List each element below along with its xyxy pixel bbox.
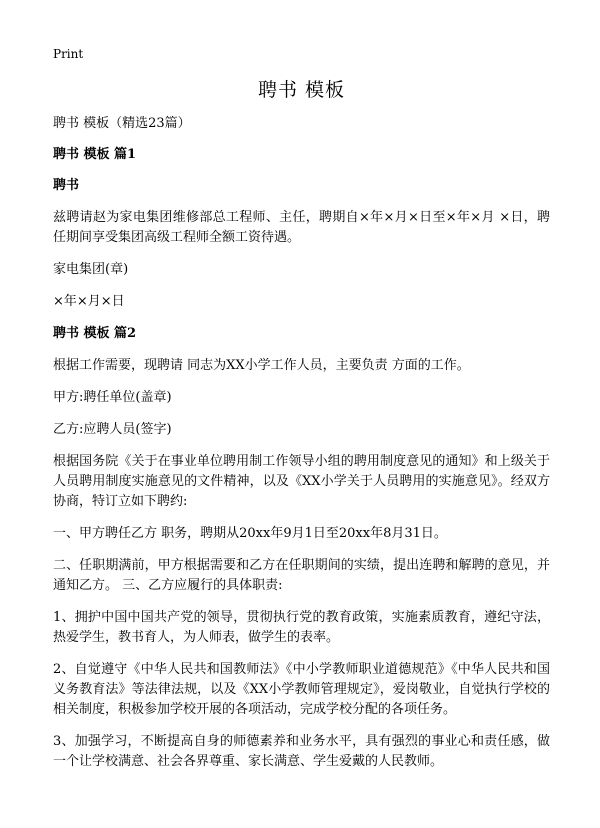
section1-body: 兹聘请赵为家电集团维修部总工程师、主任，聘期自×年×月×日至×年×月 ×日，聘任期间享受集团高级工程师全额工资待遇。	[53, 210, 550, 245]
page-title: 聘书 模板	[257, 79, 346, 101]
section2-duty1: 1、拥护中国中国共产党的领导，贯彻执行党的教育政策，实施素质教育，遵纪守法，热爱学生，教书育人，为人师表，做学生的表率。	[53, 610, 550, 645]
section1-date: ×年×月×日	[53, 294, 125, 309]
section2-party-b: 乙方:应聘人员(签字)	[53, 422, 172, 437]
section2-basis: 根据国务院《关于在事业单位聘用制工作领导小组的聘用制度意见的通知》和上级关于人员聘用制度实施意见的文件精神，以及《XX小学关于人员聘用的实施意见》。经双方协商，特订立如下聘约:	[53, 454, 550, 509]
section2-clause1: 一、甲方聘任乙方 职务，聘期从20xx年9月1日至20xx年8月31日。	[53, 526, 447, 541]
document-subtitle: 聘书 模板（精选23篇）	[53, 116, 191, 131]
section2-party-a: 甲方:聘任单位(盖章)	[53, 390, 172, 405]
section1-issuer: 家电集团(章)	[53, 262, 129, 277]
section2-duty2: 2、自觉遵守《中华人民共和国教师法》《中小学教师职业道德规范》《中华人民共和国义务教育法》等法律法规，以及《XX小学教师管理规定》，爱岗敬业，自觉执行学校的相关制度，积极参加学校开展的各项活动，完成学校分配的各项任务。	[53, 662, 550, 717]
section2-clause2: 二、任职期满前，甲方根据需要和乙方在任职期间的实绩，提出连聘和解聘的意见，并通知乙方。 三、乙方应履行的具体职责:	[53, 558, 550, 593]
print-label: Print	[53, 47, 84, 61]
section2-heading: 聘书 模板 篇2	[53, 326, 137, 341]
section2-duty3: 3、加强学习，不断提高自身的师德素养和业务水平，具有强烈的事业心和责任感，做一个让学校满意、社会各界尊重、家长满意、学生爱戴的人民教师。	[53, 734, 550, 769]
section1-subheading: 聘书	[53, 178, 80, 193]
section2-intro: 根据工作需要，现聘请 同志为XX小学工作人员，主要负责 方面的工作。	[53, 358, 470, 373]
section1-heading: 聘书 模板 篇1	[53, 147, 137, 162]
